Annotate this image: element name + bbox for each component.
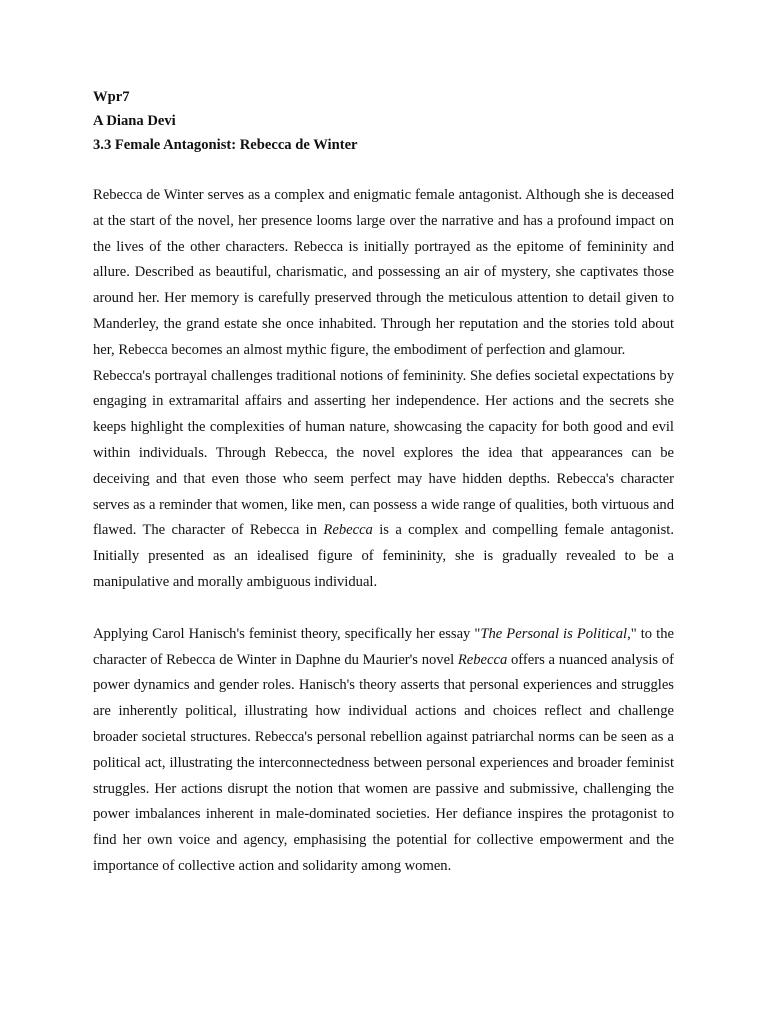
section-title: 3.3 Female Antagonist: Rebecca de Winter (93, 137, 358, 153)
paragraph-3-text-c: offers a nuanced analysis of power dynamics and gender roles. Hanisch's theory asserts that personal experiences and struggles are inherently political, illustrating how individual actions and choices reflect and challenge broader societal structures. Rebecca's personal rebellion against patriarchal norms can be seen as a political act, illustrating the interconnectedness between personal experiences and broader feminist struggles. Her actions disrupt the notion that women are passive and submissive, challenging the power imbalances inherent in male-dominated societies. Her defiance inspires the protagonist to find her own voice and agency, emphasising the potential for collective empowerment and the importance of collective action and solidarity among women. (93, 651, 674, 874)
paragraph-3-text-a: Applying Carol Hanisch's feminist theory, specifically her essay " (93, 625, 481, 642)
paragraph-2 (93, 364, 674, 596)
heading-spacer (93, 157, 674, 183)
paragraph-2-novel-title: Rebecca (323, 522, 373, 539)
paragraph-2-text-a: Rebecca's portrayal challenges traditional notions of femininity. She defies societal expectations by engaging in extramarital affairs and asserting her independence. Her actions and the secrets she keeps highlight the complexities of human nature, showcasing the capacity for both good and evil within individuals. Through Rebecca, the novel explores the idea that appearances can be deceiving and that even those who seem perfect may have hidden depths. Rebecca's character serves as a reminder that women, like men, can possess a wide range of qualities, both virtuous and flawed. The character of Rebecca in (93, 367, 674, 539)
paragraph-3 (93, 622, 674, 880)
author-name: A Diana Devi (93, 113, 176, 129)
document-body (93, 85, 674, 880)
paragraph-3-essay-title: The Personal is Political (480, 625, 628, 642)
paragraph-1: Rebecca de Winter serves as a complex and enigmatic female antagonist. Although she is deceased at the start of the novel, her presence looms large over the narrative and has a profound impact on the lives of the other characters. Rebecca is initially portrayed as the epitome of femininity and allure. Described as beautiful, charismatic, and possessing an air of mystery, she captivates those around her. Her memory is carefully preserved through the meticulous attention to detail given to Manderley, the grand estate she once inhabited. Through her reputation and the stories told about her, Rebecca becomes an almost mythic figure, the embodiment of perfection and glamour. (93, 187, 674, 358)
document-code: Wpr7 (93, 89, 130, 105)
paragraph-2-text-b: is a complex and compelling female antagonist. Initially presented as an idealised figure of femininity, she is gradually revealed to be a manipulative and morally ambiguous individual. (93, 522, 674, 590)
paragraph-3-novel-title: Rebecca (457, 651, 508, 668)
paragraph-3-text-b: ," to the character of Rebecca de Winter in Daphne du Maurier's novel (93, 625, 674, 668)
